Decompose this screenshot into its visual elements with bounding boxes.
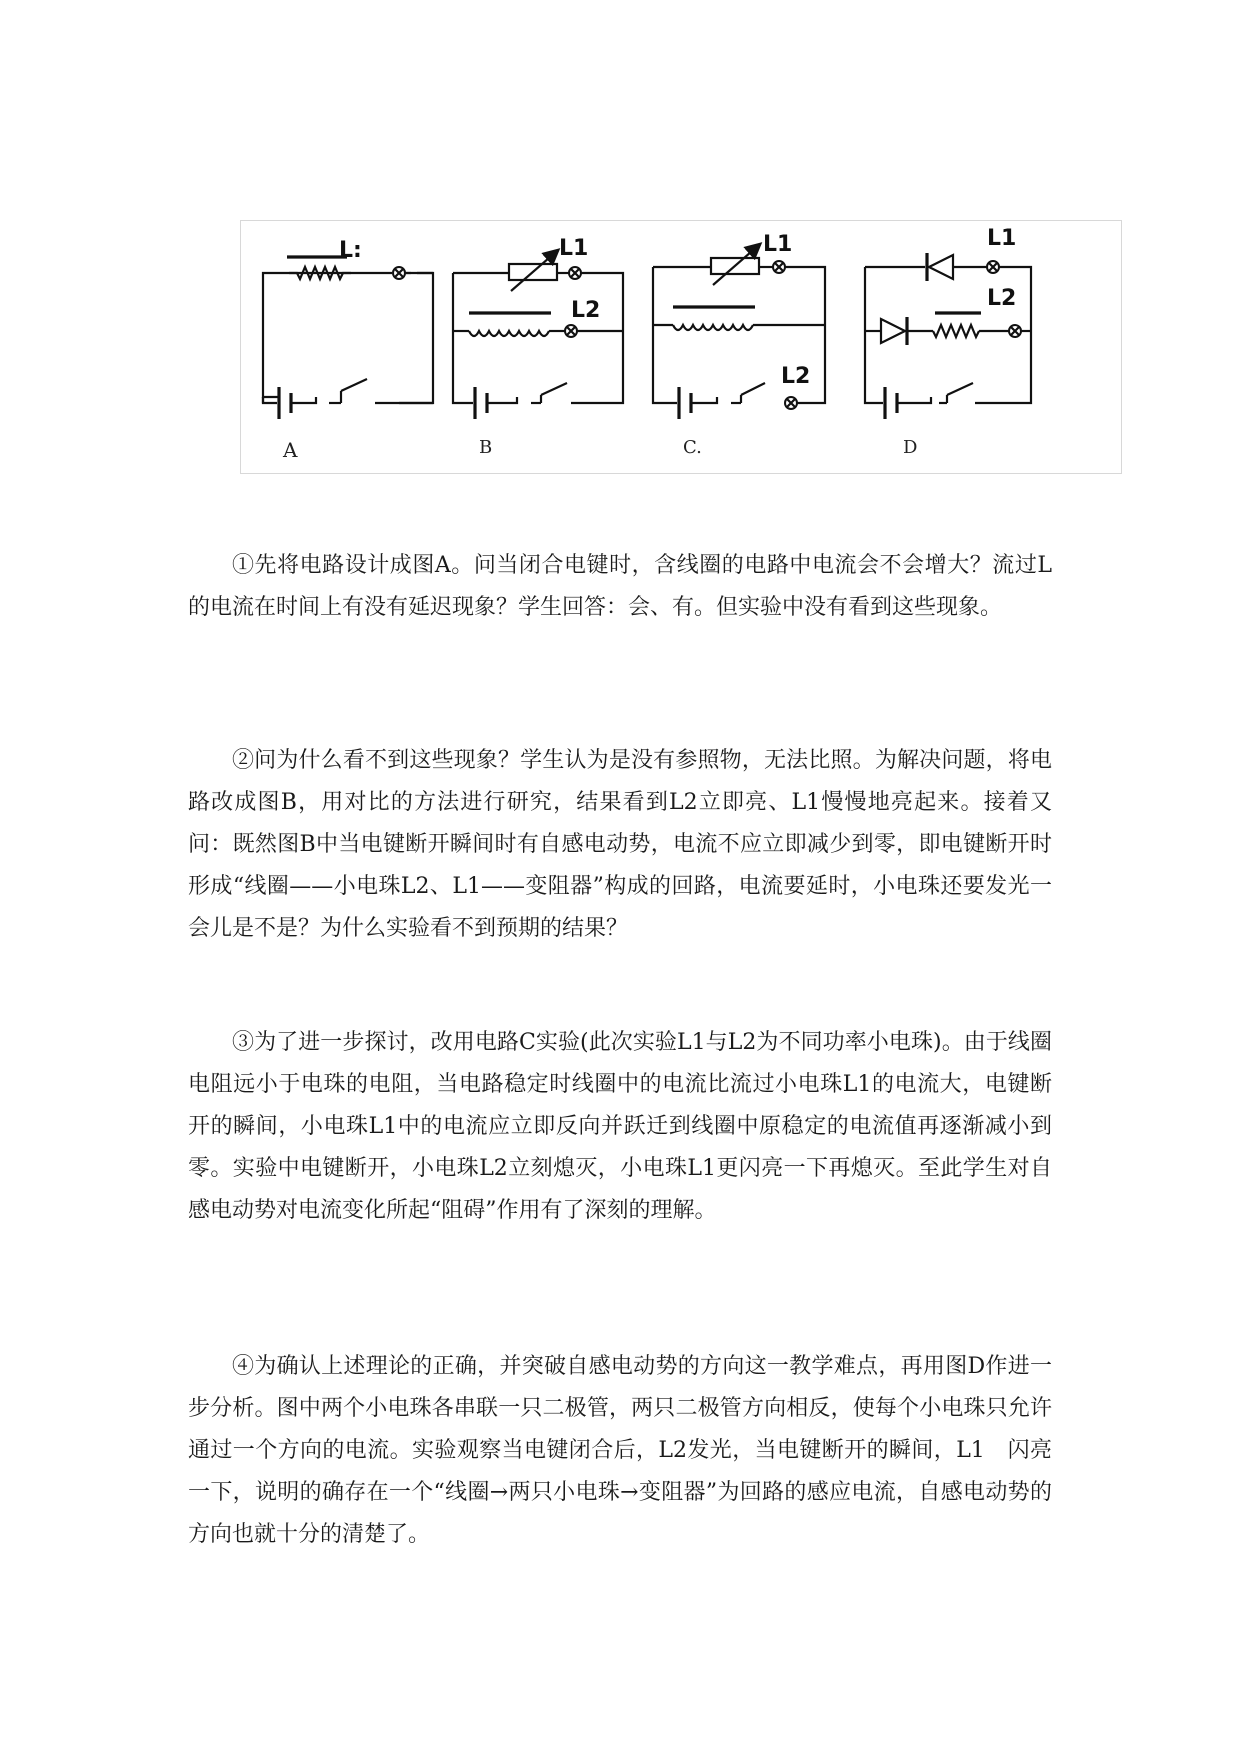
switch-a: [341, 379, 367, 391]
caption-c: C.: [683, 437, 702, 458]
caption-b: B: [479, 437, 493, 458]
label-c-l1: L1: [763, 232, 793, 257]
circuit-diagrams-figure: [240, 220, 1122, 474]
paragraph-1: ①先将电路设计成图A。问当闭合电键时，含线圈的电路中电流会不会增大？流过L的电流在时间上有没有延迟现象？学生回答：会、有。但实验中没有看到这些现象。: [188, 553, 1052, 620]
label-d-l2: L2: [987, 286, 1017, 311]
paragraph-3: ③为了进一步探讨，改用电路C实验(此次实验L1与L2为不同功率小电珠)。由于线圈电阻远小于电珠的电阻，当电路稳定时线圈中的电流比流过小电珠L1的电流大，电键断开的瞬间，小电珠L1中的电流应立即反向并跃迁到线圈中原稳定的电流值再逐渐减小到零。实验中电键断开，小电珠L2立刻熄灭，小电珠L1更闪亮一下再熄灭。至此学生对自感电动势对电流变化所起“阻碍”作用有了深刻的理解。: [188, 1030, 1052, 1223]
label-d-l1: L1: [987, 226, 1017, 251]
label-b-l2: L2: [571, 298, 601, 323]
paragraph-4: ④为确认上述理论的正确，并突破自感电动势的方向这一教学难点，再用图D作进一步分析。图中两个小电珠各串联一只二极管，两只二极管方向相反，使每个小电珠只允许通过一个方向的电流。实验观察当电键闭合后，L2发光，当电键断开的瞬间，L1 闪亮一下，说明的确存在一个“线圈→两只小电珠→变阻器”为回路的感应电流，自感电动势的方向也就十分的清楚了。: [188, 1354, 1052, 1547]
coil-c: [673, 325, 753, 330]
paragraph-2: ②问为什么看不到这些现象？学生认为是没有参照物，无法比照。为解决问题，将电路改成图B，用对比的方法进行研究，结果看到L2立即亮、L1慢慢地亮起来。接着又问：既然图B中当电键断开瞬间时有自感电动势，电流不应立即减少到零，即电键断开时形成“线圈——小电珠L2、L1——变阻器”构成的回路，电流要延时，小电珠还要发光一会儿是不是？为什么实验看不到预期的结果？: [188, 748, 1052, 941]
diode-d-2: [881, 319, 905, 343]
coil-d: [933, 325, 979, 337]
switch-c: [741, 383, 765, 395]
diode-d-1: [929, 255, 953, 279]
circuit-b: [453, 236, 623, 458]
caption-d: D: [903, 437, 918, 458]
label-c-l2: L2: [781, 364, 811, 389]
caption-a: A: [283, 438, 298, 462]
switch-d: [947, 383, 973, 395]
switch-b: [541, 383, 567, 395]
coil-b: [469, 331, 549, 336]
circuit-c: [653, 232, 825, 458]
circuit-a: [263, 238, 433, 462]
label-a-lamp: L:: [339, 238, 362, 263]
circuit-d: [865, 226, 1031, 458]
label-b-l1: L1: [559, 236, 589, 261]
circuit-diagrams: [241, 221, 1121, 473]
